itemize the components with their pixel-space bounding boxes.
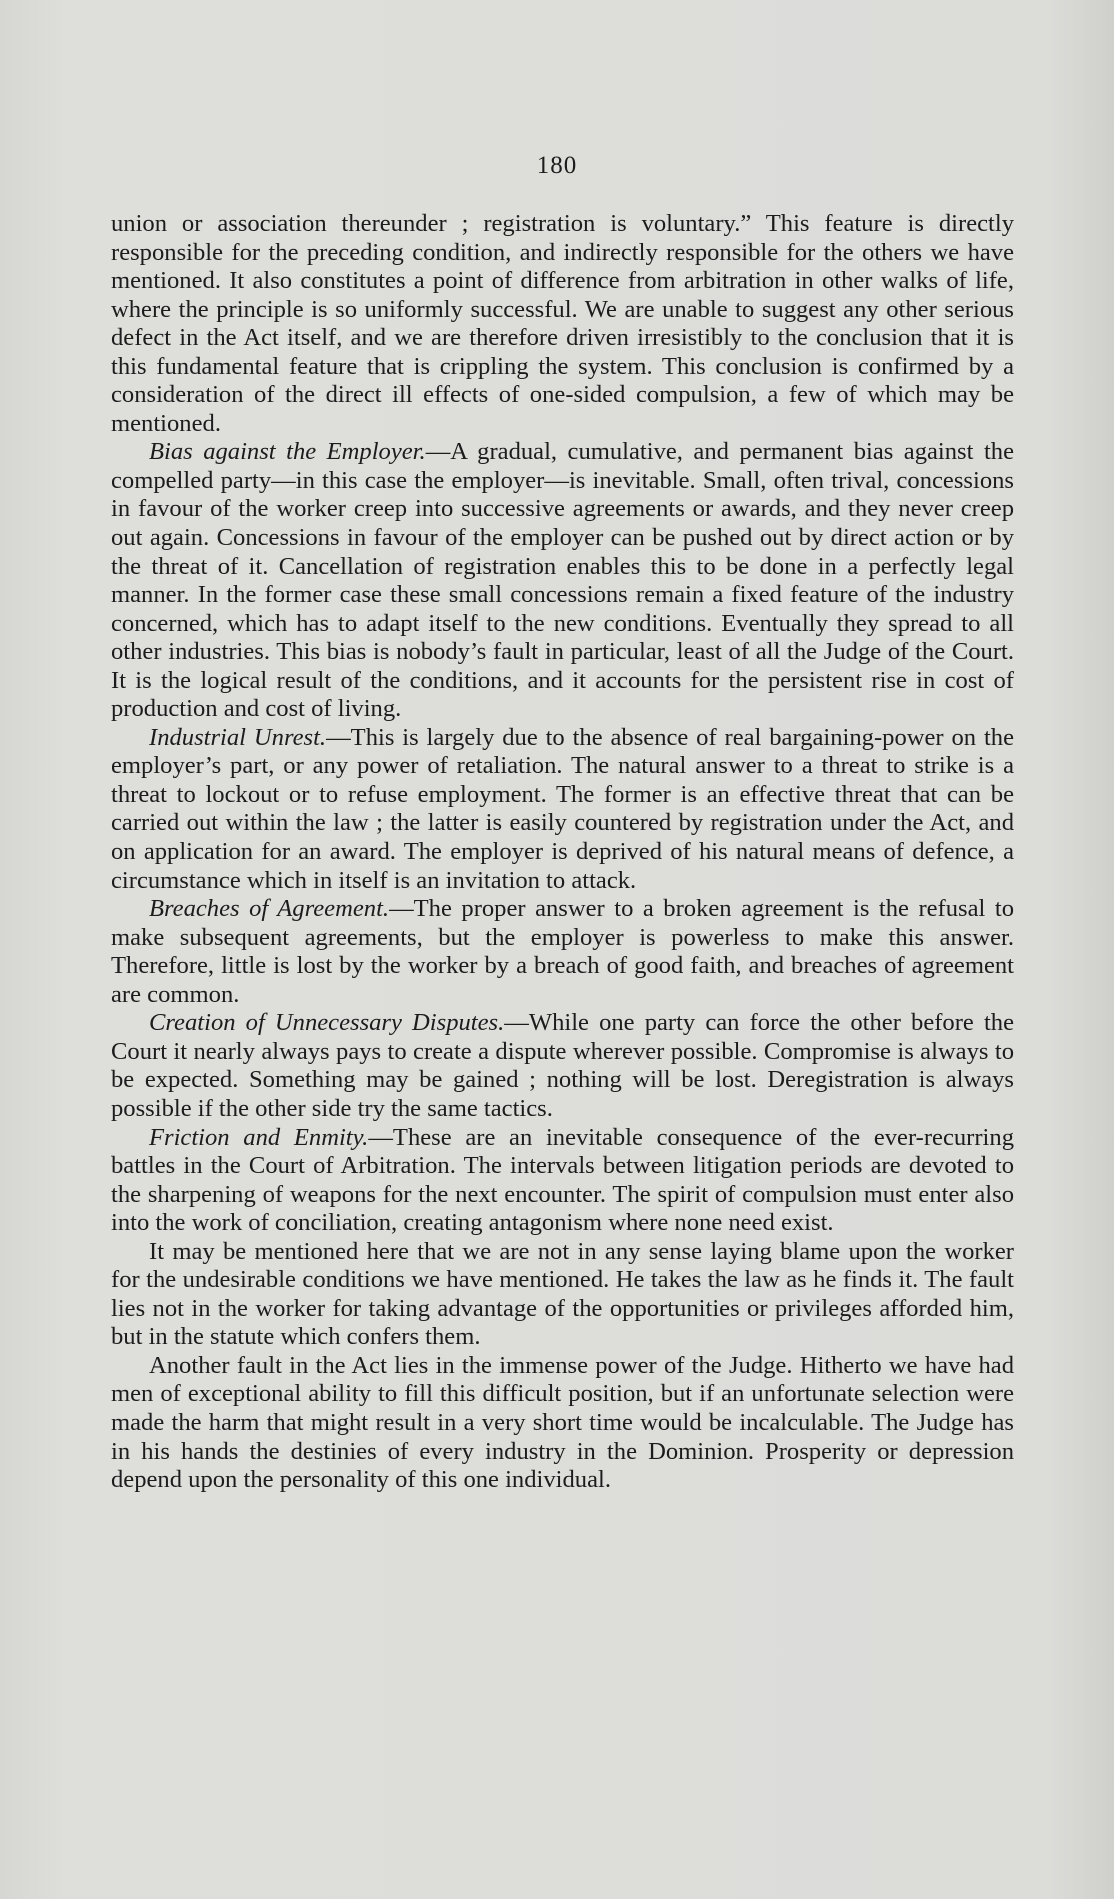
page-number: 180 <box>536 152 578 179</box>
paragraph-continuation <box>111 210 1014 438</box>
paragraph-power-of-judge <box>111 1352 1014 1495</box>
paragraph-text: —A gradual, cumulative, and permanent bias against the compelled party—in this case the employer—is inevitable. Small, often trival, concessions in favour of the worker creep into successive agreements or awards, and they never creep out again. Concessions in favour of the employer can be pushed out by direct action or by the threat of it. Cancellation of registration enables this to be done in a perfectly legal manner. In the former case these small concessions remain a fixed feature of the industry concerned, which has to adapt itself to the new conditions. Eventually they spread to all other industries. This bias is nobody’s fault in particular, least of all the Judge of the Court. It is the logical result of the conditions, and it accounts for the persistent rise in cost of production and cost of living. <box>111 438 1014 723</box>
paragraph-bias-against-employer <box>111 438 1014 723</box>
paragraph-unnecessary-disputes <box>111 1009 1014 1123</box>
paragraph-industrial-unrest <box>111 724 1014 895</box>
paragraph-text: —This is largely due to the absence of real bargaining-power on the employer’s part, or any power of retaliation. The natural answer to a threat to strike is a threat to lockout or to refuse employment. The former is an effective threat that can be carried out within the law ; the latter is easily countered by registration under the Act, and on application for an award. The employer is deprived of his natural means of defence, a circumstance which in itself is an invitation to attack. <box>111 723 1014 894</box>
paragraph-heading: Breaches of Agreement. <box>149 895 390 923</box>
paragraph-text: —While one party can force the other before the Court it nearly always pays to create a dispute wherever possible. Compromise is always to be expected. Something may be gained ; nothing will be lost. Deregistration is always possible if the other side try the same tactics. <box>111 1009 1014 1122</box>
paragraph-heading: Friction and Enmity. <box>149 1123 369 1151</box>
paragraph-text: Another fault in the Act lies in the immense power of the Judge. Hitherto we have had men of exceptional ability to fill this difficult position, but if an unfortunate selection were made the harm that might result in a very short time would be incalculable. The Judge has in his hands the destinies of every industry in the Dominion. Prosperity or depression depend upon the personality of this one individual. <box>111 1351 1014 1494</box>
body-text <box>111 210 1014 1495</box>
paragraph-text: union or association thereunder ; registration is voluntary.” This feature is directly responsible for the preceding condition, and indirectly responsible for the others we have mentioned. It also constitutes a point of difference from arbitration in other walks of life, where the principle is so uniformly successful. We are unable to suggest any other serious defect in the Act itself, and we are therefore driven irresistibly to the conclusion that it is this fundamental feature that is crippling the system. This conclusion is confirmed by a consideration of the direct ill effects of one-sided compulsion, a few of which may be mentioned. <box>111 210 1014 437</box>
paragraph-text: —The proper answer to a broken agreement is the refusal to make subsequent agreements, but the employer is powerless to make this answer. Therefore, little is lost by the worker by a breach of good faith, and breaches of agreement are common. <box>111 895 1014 1008</box>
paragraph-no-blame <box>111 1238 1014 1352</box>
paragraph-heading: Creation of Unnecessary Disputes. <box>149 1009 505 1037</box>
paragraph-text: It may be mentioned here that we are not in any sense laying blame upon the worker for the undesirable conditions we have mentioned. He takes the law as he finds it. The fault lies not in the worker for taking advantage of the opportunities or privileges afforded him, but in the statute which confers them. <box>111 1237 1014 1351</box>
paragraph-friction-and-enmity <box>111 1124 1014 1238</box>
paragraph-heading: Industrial Unrest. <box>149 723 327 751</box>
paragraph-heading: Bias against the Employer. <box>149 438 426 466</box>
paragraph-breaches-of-agreement <box>111 895 1014 1009</box>
paragraph-text: —These are an inevitable consequence of the ever-recurring battles in the Court of Arbitration. The intervals between litigation periods are devoted to the sharpening of weapons for the next encounter. The spirit of compulsion must enter also into the work of conciliation, creating antagonism where none need exist. <box>111 1123 1014 1237</box>
